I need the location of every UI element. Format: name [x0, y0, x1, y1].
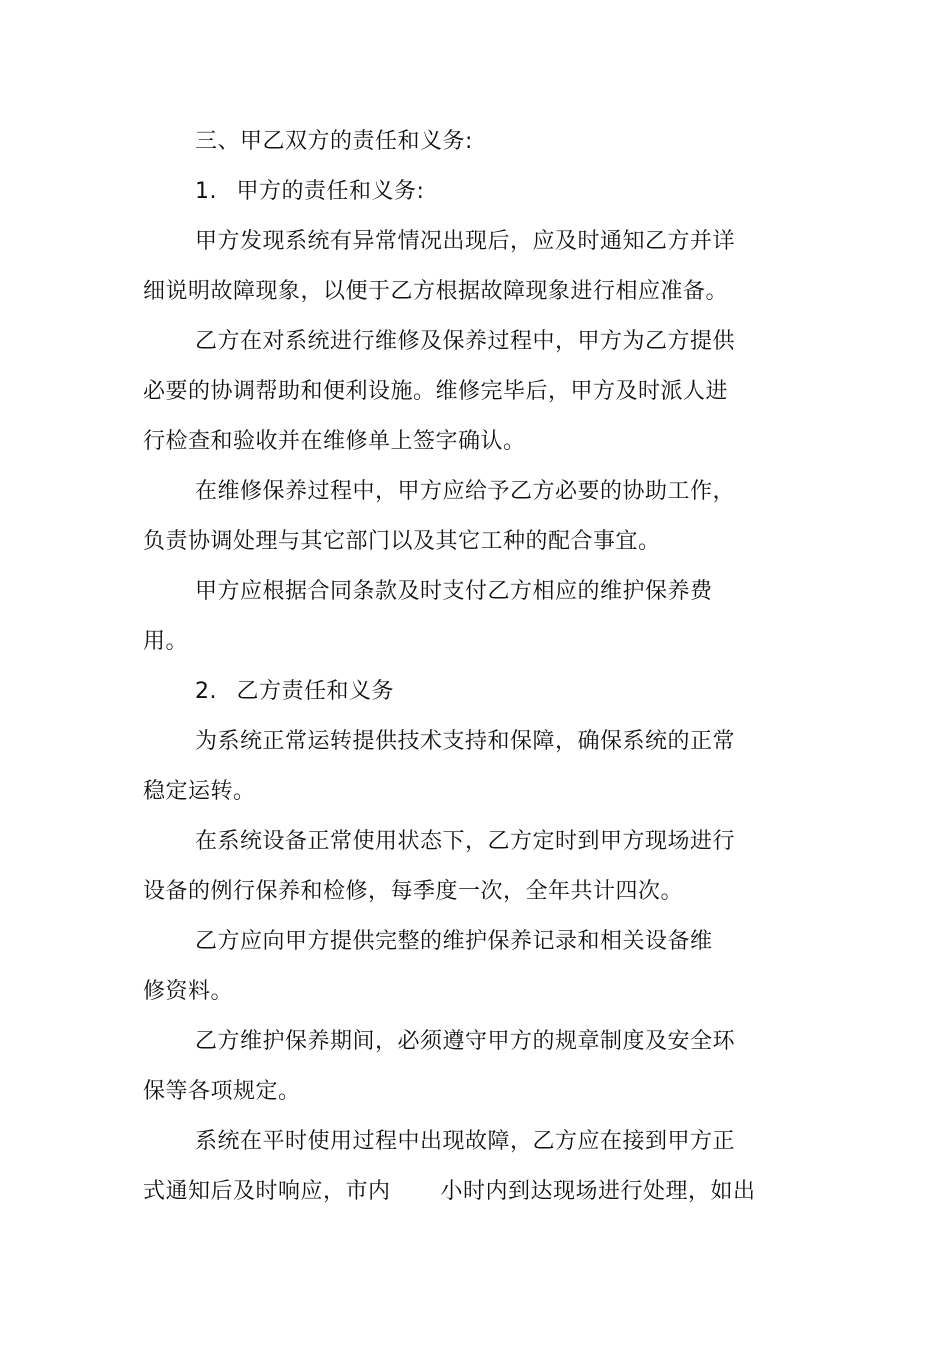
paragraph-9-line-1: 系统在平时使用过程中出现故障，乙方应在接到甲方正 — [195, 1129, 736, 1154]
paragraph-8-line-2: 保等各项规定。 — [143, 1079, 301, 1104]
paragraph-7-line-2: 修资料。 — [143, 979, 234, 1004]
paragraph-3-line-2: 负责协调处理与其它部门以及其它工种的配合事宜。 — [143, 529, 661, 554]
paragraph-9-line-2-part-a: 式通知后及时响应，市内 — [143, 1179, 391, 1204]
paragraph-4-line-1: 甲方应根据合同条款及时支付乙方相应的维护保养费 — [195, 579, 713, 604]
subsection-2-heading — [195, 677, 394, 707]
subsection-1-title: 甲方的责任和义务: — [236, 179, 425, 204]
section-title: 三、甲乙双方的责任和义务: — [195, 129, 473, 154]
subsection-2-title: 乙方责任和义务 — [236, 679, 395, 704]
paragraph-2-line-3: 行检查和验收并在维修单上签字确认。 — [143, 429, 526, 454]
subsection-2-number: 2. — [195, 679, 217, 704]
subsection-1-number: 1. — [195, 179, 217, 204]
paragraph-9-line-2 — [143, 1177, 756, 1207]
paragraph-6-line-2: 设备的例行保养和检修，每季度一次，全年共计四次。 — [143, 879, 684, 904]
paragraph-1-line-2: 细说明故障现象，以便于乙方根据故障现象进行相应准备。 — [143, 279, 729, 304]
paragraph-5-line-2: 稳定运转。 — [143, 779, 256, 804]
paragraph-6-line-1: 在系统设备正常使用状态下，乙方定时到甲方现场进行 — [195, 829, 736, 854]
paragraph-5-line-1: 为系统正常运转提供技术支持和保障，确保系统的正常 — [195, 729, 736, 754]
paragraph-2-line-2: 必要的协调帮助和便利设施。维修完毕后，甲方及时派人进 — [143, 379, 729, 404]
paragraph-3-line-1: 在维修保养过程中，甲方应给予乙方必要的协助工作， — [195, 479, 736, 504]
subsection-1-heading — [195, 177, 424, 207]
paragraph-9-line-2-part-b: 小时内到达现场进行处理，如出 — [440, 1179, 756, 1204]
paragraph-7-line-1: 乙方应向甲方提供完整的维护保养记录和相关设备维 — [195, 929, 713, 954]
paragraph-8-line-1: 乙方维护保养期间，必须遵守甲方的规章制度及安全环 — [195, 1029, 736, 1054]
paragraph-2-line-1: 乙方在对系统进行维修及保养过程中，甲方为乙方提供 — [195, 329, 736, 354]
paragraph-4-line-2: 用。 — [143, 629, 189, 654]
paragraph-1-line-1: 甲方发现系统有异常情况出现后，应及时通知乙方并详 — [195, 229, 736, 254]
